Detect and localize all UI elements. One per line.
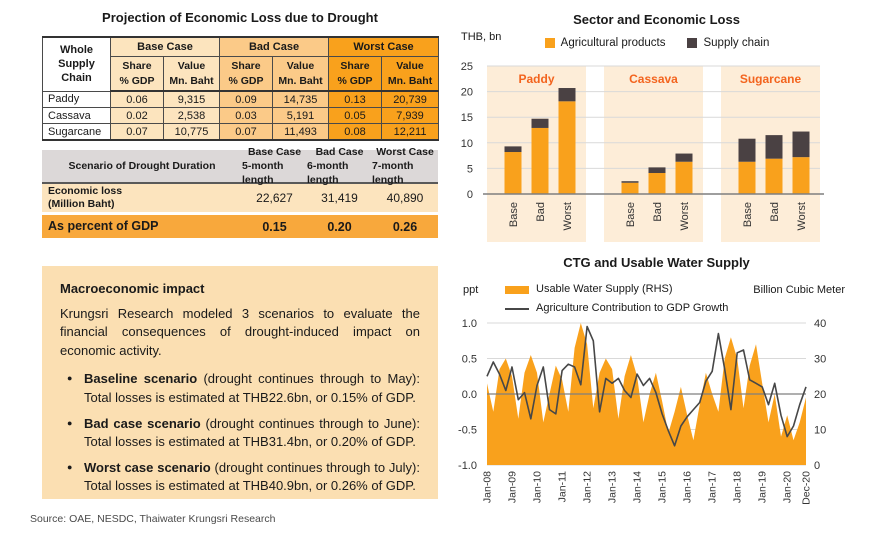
right-axis-unit-label: Billion Cubic Meter (753, 284, 845, 296)
share-label: Share (122, 60, 152, 73)
left-axis-unit-label: ppt (463, 284, 479, 296)
bullet-icon: ● (67, 417, 73, 428)
x-tick-label: Worst (796, 202, 808, 231)
gdp-line-swatch-icon (505, 308, 529, 310)
value-label: Value (396, 60, 424, 73)
label-line2: (Million Baht) (48, 198, 115, 210)
table-cell: 12,211 (382, 124, 439, 141)
table-cell: 0.13 (329, 91, 382, 108)
x-tick-label: Dec-20 (800, 471, 813, 505)
bullet-baseline (60, 370, 420, 406)
row-label: Cassava (43, 108, 111, 124)
x-tick-label: Jan-12 (581, 471, 594, 504)
x-tick-label: Jan-13 (606, 471, 619, 504)
bullet-worst-case (60, 459, 420, 495)
table-row-sugarcane (43, 124, 439, 141)
corner-line1: Whole (60, 43, 93, 56)
case-header-base: Base Case (111, 37, 220, 57)
bullet-text (84, 416, 420, 449)
value-sub: Mn. Baht (169, 74, 214, 87)
loss-table (42, 36, 439, 141)
row-label: Paddy (43, 91, 111, 108)
case-duration: 6-month length (307, 159, 349, 187)
table-cell: 0.07 (111, 124, 164, 141)
share-sub: % GDP (337, 74, 373, 87)
bar-chart-title: Sector and Economic Loss (573, 12, 740, 27)
bar-agricultural (505, 152, 522, 194)
group-label: Paddy (518, 72, 555, 86)
legend-label: Agriculture Contribution to GDP Growth (536, 302, 729, 315)
bar-agricultural (766, 159, 783, 194)
table-cell: 0.03 (220, 108, 273, 124)
loss-table-title: Projection of Economic Loss due to Drought (102, 10, 378, 25)
x-tick-label: Jan-19 (756, 471, 769, 504)
bullet-rest: (drought continues through to July): Total losses is estimated at THB40.9bn, or 0.26% of GDP. (84, 460, 420, 494)
table-cell: 11,493 (273, 124, 329, 141)
table-cell: 14,735 (273, 91, 329, 108)
row-label: Sugarcane (43, 124, 111, 141)
bar-agricultural (622, 183, 639, 194)
x-tick-label: Base (625, 202, 637, 228)
bar-supply-chain (505, 146, 522, 152)
y-tick-label: 15 (460, 112, 473, 125)
economic-loss-row (42, 184, 438, 212)
table-cell: 31,419 (321, 191, 358, 205)
value-sub: Mn. Baht (387, 74, 433, 87)
sector-loss-bar-chart (443, 52, 870, 248)
right-tick-label: 40 (814, 318, 827, 330)
bullet-rest: (drought continues through to May): Total losses is estimated at THB22.6bn, or 0.15% of GDP. (84, 371, 420, 405)
duration-col-bad (307, 145, 372, 187)
supply-chain-swatch-icon (687, 38, 697, 48)
subheader-cell (273, 57, 329, 92)
table-cell: 0.08 (329, 124, 382, 141)
x-tick-label: Bad (535, 202, 547, 222)
subheader-cell (382, 57, 439, 92)
right-tick-label: 20 (814, 389, 827, 401)
duration-col-worst (372, 145, 438, 187)
x-tick-label: Worst (679, 202, 691, 231)
right-tick-label: 30 (814, 353, 827, 366)
table-row-cassava (43, 108, 439, 124)
y-tick-label: 25 (460, 61, 473, 73)
table-cell: 7,939 (382, 108, 439, 124)
case-name: Worst Case (376, 145, 434, 158)
bar-chart-legend (487, 37, 827, 49)
x-tick-label: Jan-11 (556, 471, 569, 503)
duration-col-base (242, 145, 307, 187)
combo-chart-title: CTG and Usable Water Supply (563, 255, 750, 270)
x-tick-label: Jan-09 (506, 471, 519, 504)
bar-supply-chain (559, 88, 576, 101)
bar-supply-chain (766, 135, 783, 159)
bullet-bad-case (60, 415, 420, 451)
bar-agricultural (649, 173, 666, 194)
bar-agricultural (676, 162, 693, 194)
share-sub: % GDP (228, 74, 264, 87)
table-row (43, 37, 439, 57)
case-duration: 7-month length (372, 159, 414, 187)
x-tick-label: Base (508, 202, 520, 228)
bar-supply-chain (739, 139, 756, 162)
bullet-icon: ● (67, 373, 73, 384)
bullet-bold: Baseline scenario (84, 371, 198, 387)
y-tick-label: 5 (466, 163, 473, 176)
table-cell: 2,538 (164, 108, 220, 124)
table-cell: 22,627 (256, 191, 293, 205)
case-header-bad: Bad Case (220, 37, 329, 57)
macro-box-title: Macroeconomic impact (60, 281, 205, 296)
table-cell: 0.05 (329, 108, 382, 124)
bullet-icon: ● (67, 462, 73, 473)
bullet-bold: Bad case scenario (84, 415, 201, 431)
bullet-text (84, 371, 420, 404)
right-tick-label: 10 (814, 424, 827, 437)
agricultural-swatch-icon (545, 38, 555, 48)
table-cell: 0.15 (262, 219, 287, 234)
case-name: Bad Case (315, 145, 364, 158)
x-tick-label: Jan-18 (731, 471, 744, 504)
subheader-cell (111, 57, 164, 92)
duration-table-header (42, 145, 438, 187)
value-label: Value (286, 60, 315, 73)
y-tick-label: 20 (460, 86, 473, 99)
share-sub: % GDP (119, 74, 155, 87)
bar-chart-unit-label: THB, bn (461, 31, 502, 43)
x-tick-label: Jan-16 (681, 471, 694, 504)
x-tick-label: Bad (769, 202, 781, 222)
bar-supply-chain (676, 154, 693, 162)
left-tick-label: -1.0 (458, 460, 477, 472)
table-cell: 0.06 (111, 91, 164, 108)
table-row-paddy (43, 91, 439, 108)
right-tick-label: 0 (814, 460, 821, 472)
corner-line2: Supply Chain (58, 58, 95, 85)
source-note: Source: OAE, NESDC, Thaiwater Krungsri Research (30, 513, 276, 525)
x-tick-label: Jan-15 (656, 471, 669, 504)
table-cell: 9,315 (164, 91, 220, 108)
table-cell: 40,890 (386, 191, 424, 205)
water-supply-swatch-icon (505, 286, 529, 294)
ctg-water-supply-chart (443, 312, 870, 524)
y-tick-label: 10 (460, 137, 473, 150)
subheader-cell (220, 57, 273, 92)
table-cell: 20,739 (382, 91, 439, 108)
macro-impact-box (42, 266, 438, 499)
legend-label: Agricultural products (560, 37, 666, 49)
duration-table (42, 145, 438, 238)
group-label: Sugarcane (739, 72, 802, 86)
bar-supply-chain (532, 119, 549, 128)
macro-box-intro: Krungsri Research modeled 3 scenarios to evaluate the financial consequences of drought-induced impact on economic activity. (60, 306, 420, 358)
table-cell: 0.02 (111, 108, 164, 124)
x-tick-label: Jan-08 (481, 471, 494, 504)
legend-item-supply-chain (687, 37, 769, 49)
label-line1: Economic loss (48, 184, 123, 197)
x-tick-label: Jan-14 (631, 471, 644, 504)
legend-item-agricultural (545, 37, 666, 49)
left-tick-label: 0.0 (461, 389, 477, 401)
subheader-cell (329, 57, 382, 92)
row-label: As percent of GDP (48, 218, 159, 233)
case-name: Base Case (247, 145, 302, 158)
x-tick-label: Jan-17 (706, 471, 719, 504)
corner-cell (43, 37, 111, 91)
legend-label: Usable Water Supply (RHS) (536, 283, 673, 295)
value-label: Value (177, 60, 206, 73)
gdp-percent-row (42, 215, 438, 238)
duration-header-label: Scenario of Drought Duration (68, 159, 216, 172)
bar-supply-chain (649, 167, 666, 173)
case-header-worst: Worst Case (329, 37, 439, 57)
charts-column (443, 0, 870, 534)
x-tick-label: Bad (652, 202, 664, 222)
table-cell: 0.07 (220, 124, 273, 141)
bar-supply-chain (793, 132, 810, 158)
value-sub: Mn. Baht (278, 74, 323, 87)
table-cell: 0.20 (327, 219, 352, 234)
subheader-cell (164, 57, 220, 92)
share-label: Share (340, 60, 370, 73)
table-cell: 0.09 (220, 91, 273, 108)
legend-label: Supply chain (703, 37, 770, 49)
table-cell: 10,775 (164, 124, 220, 141)
case-duration: 5-month length (242, 159, 284, 187)
x-tick-label: Jan-20 (781, 471, 794, 504)
bullet-bold: Worst case scenario (84, 460, 211, 476)
bar-supply-chain (622, 181, 639, 183)
share-label: Share (231, 60, 261, 73)
x-tick-label: Jan-10 (531, 471, 544, 504)
bullet-rest: (drought continues through to June): Total losses is estimated at THB31.4bn, or 0.20% of GDP. (84, 415, 420, 449)
x-tick-label: Worst (562, 202, 574, 231)
table-cell: 5,191 (273, 108, 329, 124)
group-label: Cassava (629, 72, 678, 86)
row-label (42, 185, 242, 211)
bar-agricultural (559, 101, 576, 194)
bar-agricultural (739, 162, 756, 194)
x-tick-label: Base (742, 202, 754, 228)
y-tick-label: 0 (466, 189, 473, 201)
left-tick-label: 1.0 (461, 318, 477, 330)
table-cell: 0.26 (392, 219, 418, 234)
bar-agricultural (532, 128, 549, 194)
left-tick-label: 0.5 (461, 353, 477, 366)
left-tick-label: -0.5 (458, 424, 477, 437)
bar-agricultural (793, 157, 810, 194)
bullet-text (84, 460, 420, 493)
